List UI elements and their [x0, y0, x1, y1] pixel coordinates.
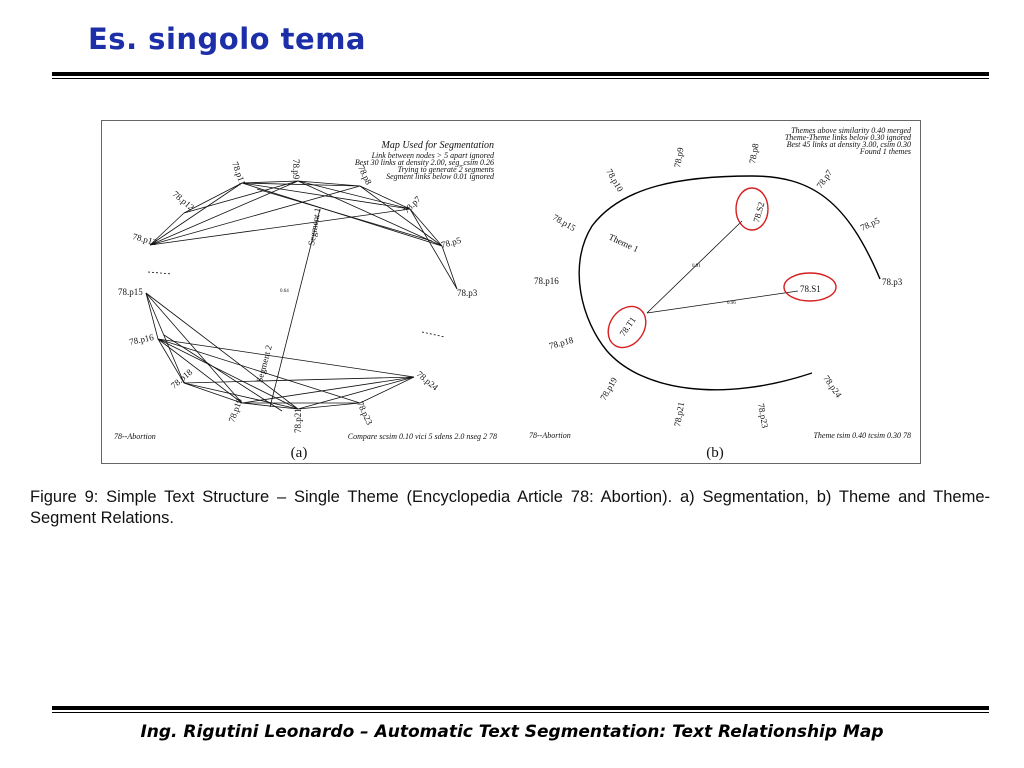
panel-b-label: (b)	[706, 445, 724, 461]
node-label: 78.p19	[598, 375, 620, 402]
node-label: 78.p8	[356, 163, 374, 187]
figure-svg	[102, 121, 920, 463]
panel-a-footer-left: 78--Abortion	[114, 432, 156, 441]
node-label: 78.S1	[800, 284, 821, 294]
segment-2-label: Segment 2	[254, 343, 274, 384]
node-label: 78.T1	[617, 315, 638, 339]
panel-a-label: (a)	[290, 445, 308, 461]
panel-a-header	[355, 140, 495, 181]
node-label: 78.p15	[118, 287, 143, 297]
node-label: 78.p11	[230, 160, 248, 187]
node-label: 78.p16	[128, 332, 155, 347]
link-value: 0.64	[280, 289, 289, 294]
node-label: 78.p18	[547, 334, 575, 351]
slide-title: Es. singolo tema	[88, 22, 366, 56]
footer-rule-thin	[52, 712, 989, 713]
node-label: 78.p15	[551, 212, 578, 234]
node-label: 78.p21	[672, 401, 687, 428]
node-label: 78.p10	[604, 167, 626, 194]
panel-b	[529, 126, 912, 461]
node-label: 78.p23	[756, 402, 771, 429]
figure-frame	[101, 120, 921, 464]
link-value-upper: 0.91	[692, 264, 701, 269]
panel-b-header-line: Themes above similarity 0.40 merged	[791, 126, 911, 135]
title-rule-thick	[52, 72, 989, 76]
panel-a-header-line: Link between nodes > 5 apart ignored	[371, 151, 494, 160]
footer-rule-thick	[52, 706, 989, 710]
node-label: 78.p19	[226, 397, 245, 424]
highlight-circles	[600, 188, 836, 355]
node-label: 78.p18	[168, 366, 195, 391]
node-label: 78.p24	[414, 368, 441, 393]
panel-b-header-line: Best 45 links at density 3.00, csim 0.30	[786, 140, 911, 149]
link-value-lower: 0.96	[727, 301, 736, 306]
figure-caption: Figure 9: Simple Text Structure – Single Theme (Encyclopedia Article 78: Abortion). a) Segmentation, b) Theme and Theme-Segment Relations.	[30, 488, 990, 527]
panel-b-nodes	[534, 142, 903, 429]
node-label: 78.p3	[882, 277, 903, 287]
node-label: 78.p9	[291, 159, 301, 180]
panel-b-header-line: Theme-Theme links below 0.30 ignored	[784, 133, 911, 142]
node-label: 78.p24	[821, 373, 844, 400]
theme-links	[647, 221, 798, 313]
theme-label: Theme 1	[607, 231, 641, 255]
panel-b-header	[785, 126, 912, 156]
panel-a-header-title: Map Used for Segmentation	[381, 140, 494, 151]
node-label: 78.p5	[858, 215, 882, 233]
node-label: 78.p12	[170, 188, 197, 213]
panel-b-footer-left: 78--Abortion	[529, 431, 571, 440]
panel-b-header-line: Found 1 themes	[859, 147, 911, 156]
node-label: 78.p5	[439, 235, 463, 250]
panel-a	[114, 140, 497, 461]
node-label: 78.S2	[751, 200, 767, 224]
node-label: 78.p7	[401, 194, 423, 216]
panel-a-footer-right: Compare scsim 0.10 vici 5 sdens 2.0 nseg 2 78	[347, 432, 497, 441]
panel-b-footer-right: Theme tsim 0.40 tcsim 0.30 78	[813, 431, 911, 440]
node-label: 78.p3	[457, 288, 478, 298]
panel-a-header-line: Best 30 links at density 2.00, seg_csim 0.26	[354, 158, 494, 167]
segment-1-label: Segment 1	[306, 206, 323, 247]
node-label: 78.p7	[814, 167, 835, 191]
node-label: 78.p21	[293, 408, 303, 433]
title-rule-thin	[52, 78, 989, 79]
panel-a-header-line: Trying to generate 2 segments	[397, 165, 494, 174]
node-label: 78.p23	[355, 399, 375, 427]
node-label: 78.p16	[534, 276, 559, 286]
node-label: 78.p13	[131, 231, 158, 248]
node-label: 78.p8	[747, 142, 761, 165]
panel-a-edges	[146, 181, 457, 411]
node-label: 78.p9	[672, 146, 686, 169]
panel-a-header-line: Segment links below 0.01 ignored	[386, 172, 494, 181]
slide-footer: Ing. Rigutini Leonardo – Automatic Text Segmentation: Text Relationship Map	[140, 722, 884, 742]
